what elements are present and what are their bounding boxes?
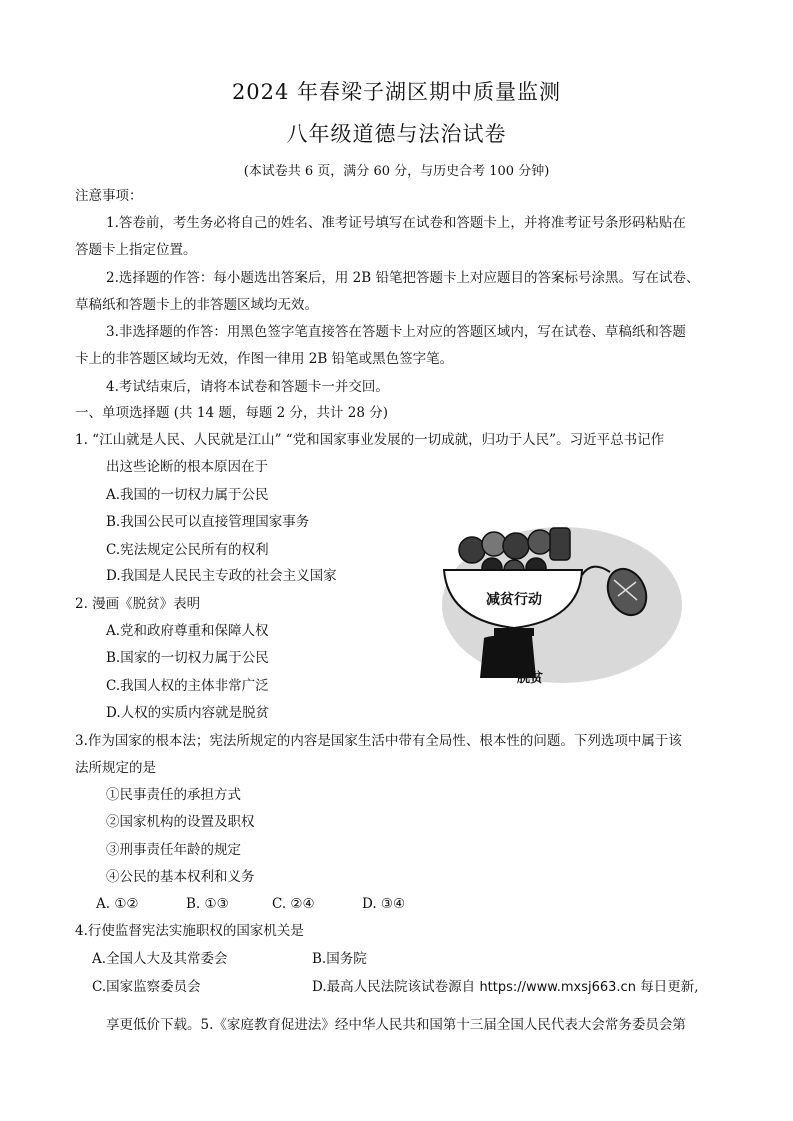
question-1-stem-cont: 出这些论断的根本原因在于 — [106, 459, 268, 475]
footer-line: 享更低价下载。5.《家庭教育促进法》经中华人民共和国第十三届全国人民代表大会常务委员会第 — [106, 1017, 686, 1033]
instruction-line: 答题卡上指定位置。 — [75, 242, 197, 258]
question-2-option-b: B.国家的一切权力属于公民 — [106, 650, 269, 666]
question-2-option-d: D.人权的实质内容就是脱贫 — [106, 705, 270, 721]
poverty-cartoon-image — [432, 500, 732, 700]
instruction-line: 2.选择题的作答：每小题选出答案后，用 2B 铅笔把答题卡上对应题目的答案标号涂黑。写在试卷、 — [106, 270, 700, 286]
question-1-option-d: D.我国是人民民主专政的社会主义国家 — [106, 568, 337, 584]
question-4-option-b: B.国务院 — [312, 951, 367, 967]
bowl-base — [494, 628, 534, 636]
question-1-option-a: A.我国的一切权力属于公民 — [106, 487, 269, 503]
instruction-line: 4.考试结束后，请将本试卷和答题卡一并交回。 — [106, 379, 389, 395]
question-2-option-c: C.我国人权的主体非常广泛 — [106, 678, 269, 694]
bowl-label: 减贫行动 — [486, 592, 542, 608]
exam-note: (本试卷共 6 页，满分 60 分，与历史合考 100 分钟) — [243, 164, 550, 179]
question-2-option-a: A.党和政府尊重和保障人权 — [106, 623, 269, 639]
question-4-stem: 4.行使监督宪法实施职权的国家机关是 — [75, 923, 304, 939]
cartoon-caption: 脱贫 — [516, 671, 544, 686]
instruction-line: 草稿纸和答题卡上的非答题区域均无效。 — [75, 297, 318, 313]
question-3-choice-d: D. ③④ — [362, 896, 406, 912]
question-3-item-4: ④公民的基本权利和义务 — [106, 869, 255, 885]
question-3-stem: 3.作为国家的根本法；宪法所规定的内容是国家生活中带有全局性、根本性的问题。下列选项中属于该 — [75, 733, 682, 749]
question-3-choice-c: C. ②④ — [272, 896, 315, 912]
question-2-stem: 2. 漫画《脱贫》表明 — [75, 596, 201, 612]
instructions-heading: 注意事项： — [75, 188, 143, 204]
question-4-option-c: C.国家监察委员会 — [92, 979, 201, 995]
exam-title: 2024 年春梁子湖区期中质量监测 — [231, 80, 562, 104]
question-3-stem-cont: 法所规定的是 — [75, 760, 156, 776]
question-1-stem: 1. “江山就是人民、人民就是江山” “党和国家事业发展的一切成就，归功于人民”。习近平总书记作 — [75, 432, 665, 448]
question-4-option-d-row — [312, 977, 699, 998]
source-after-url: 每日更新, — [640, 979, 699, 995]
question-1-option-c: C.宪法规定公民所有的权利 — [106, 542, 269, 558]
question-3-item-2: ②国家机构的设置及职权 — [106, 814, 255, 830]
question-3-choice-b: B. ①③ — [186, 896, 229, 912]
instruction-line: 3.非选择题的作答：用黑色签字笔直接答在答题卡上对应的答题区域内，写在试卷、草稿纸和答题 — [106, 324, 686, 340]
instruction-line: 卡上的非答题区域均无效，作图一律用 2B 铅笔或黑色签字笔。 — [75, 351, 454, 367]
question-3-item-1: ①民事责任的承担方式 — [106, 787, 241, 803]
source-url: https://www.mxsj663.cn — [479, 980, 636, 995]
question-3-item-3: ③刑事责任年龄的规定 — [106, 842, 241, 858]
section-heading: 一、单项选择题 (共 14 题，每题 2 分，共计 28 分) — [75, 405, 389, 421]
exam-subtitle: 八年级道德与法治试卷 — [286, 122, 507, 146]
question-4-option-a: A.全国人大及其常委会 — [92, 951, 228, 967]
question-1-option-b: B.我国公民可以直接管理国家事务 — [106, 514, 310, 530]
instruction-line: 1.答卷前，考生务必将自己的姓名、准考证号填写在试卷和答题卡上，并将准考证号条形码粘贴在 — [106, 215, 686, 231]
question-4-option-d: D.最高人民法院该试卷源自 — [312, 979, 476, 995]
question-3-choice-a: A. ①② — [96, 896, 139, 912]
